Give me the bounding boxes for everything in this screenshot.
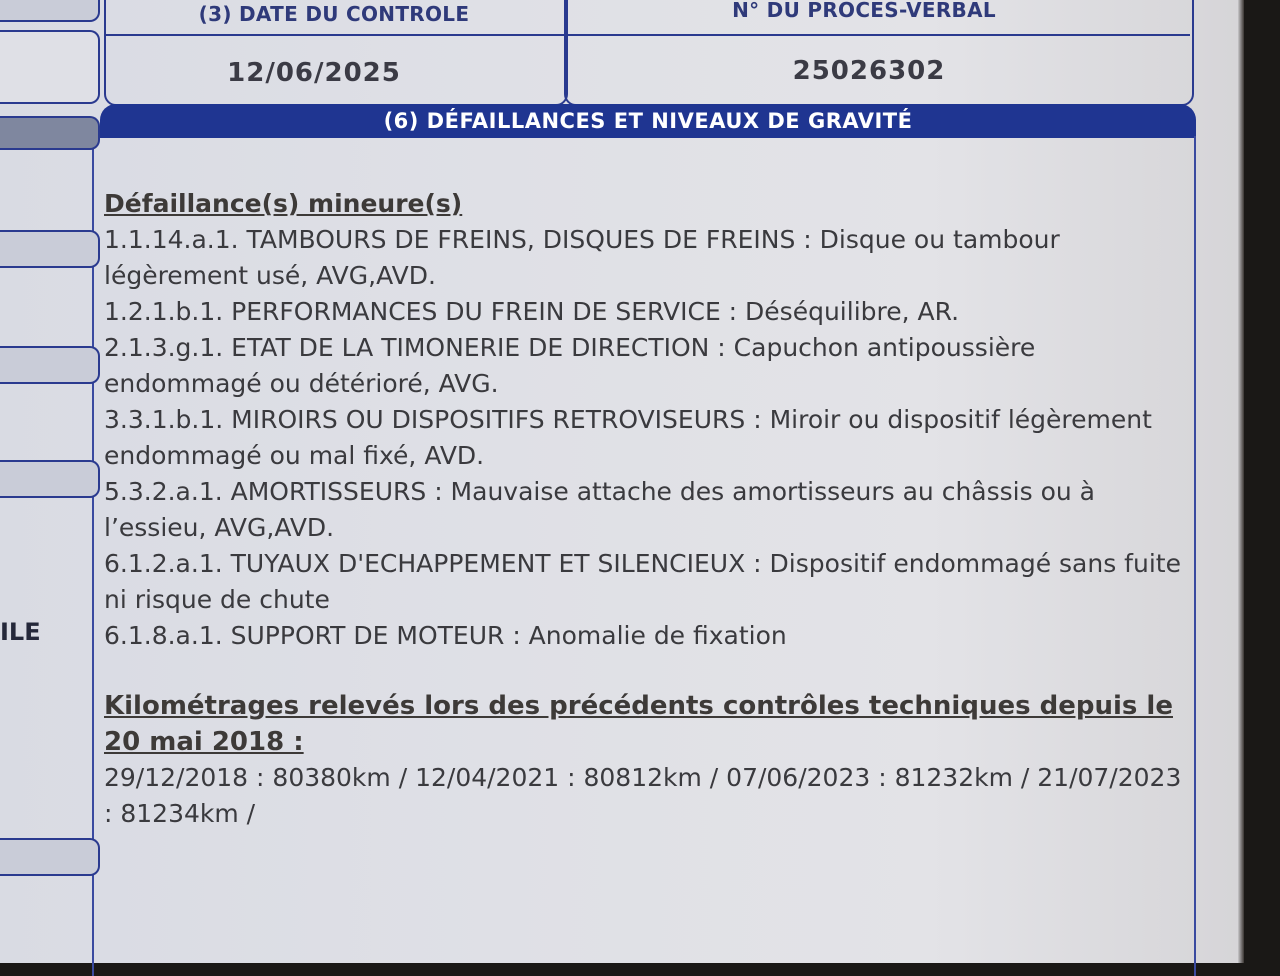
section-title-bar (100, 104, 1196, 138)
left-tab (0, 230, 100, 268)
defect-item: 5.3.2.a.1. AMORTISSEURS : Mauvaise attache des amortisseurs au châssis ou à l’essieu, AVG,AVD. (104, 477, 1096, 542)
left-tab (0, 838, 100, 876)
left-tab (0, 460, 100, 498)
date-value: 12/06/2025 (227, 58, 401, 88)
minor-defects-heading: Défaillance(s) mineure(s) (104, 189, 463, 218)
date-label: (3) DATE DU CONTROLE (198, 2, 470, 26)
defect-item: 1.2.1.b.1. PERFORMANCES DU FREIN DE SERVICE : Déséquilibre, AR. (104, 297, 960, 326)
mileage-values: 29/12/2018 : 80380km / 12/04/2021 : 80812km / 07/06/2023 : 81232km / 21/07/2023 : 81234km / (104, 763, 1182, 828)
left-tab (0, 116, 100, 150)
defect-item: 3.3.1.b.1. MIROIRS OU DISPOSITIFS RETROVISEURS : Miroir ou dispositif légèrement endommagé ou mal fixé, AVD. (104, 405, 1152, 470)
pv-value: 25026302 (792, 56, 946, 86)
header-divider (106, 34, 1190, 36)
defect-item: 6.1.8.a.1. SUPPORT DE MOTEUR : Anomalie de fixation (104, 621, 787, 650)
left-tab (0, 30, 100, 104)
defect-item: 1.1.14.a.1. TAMBOURS DE FREINS, DISQUES DE FREINS : Disque ou tambour légèrement usé, AVG,AVD. (104, 225, 1060, 290)
defect-item: 2.1.3.g.1. ETAT DE LA TIMONERIE DE DIRECTION : Capuchon antipoussière endommagé ou détérioré, AVG. (104, 333, 1036, 398)
defect-item: 6.1.2.a.1. TUYAUX D'ECHAPPEMENT ET SILENCIEUX : Dispositif endommagé sans fuite ni risque de chute (104, 549, 1181, 614)
paper-edge (1238, 0, 1244, 963)
side-label-fragment: ILE (0, 618, 41, 646)
section-title: (6) DÉFAILLANCES ET NIVEAUX DE GRAVITÉ (383, 109, 913, 133)
mileage-heading: Kilométrages relevés lors des précédents contrôles techniques depuis le 20 mai 2018 : (104, 691, 1173, 757)
pv-label: N° DU PROCES-VERBAL (732, 0, 996, 22)
section-content (104, 186, 1194, 832)
left-tab (0, 346, 100, 384)
left-tab (0, 0, 100, 22)
